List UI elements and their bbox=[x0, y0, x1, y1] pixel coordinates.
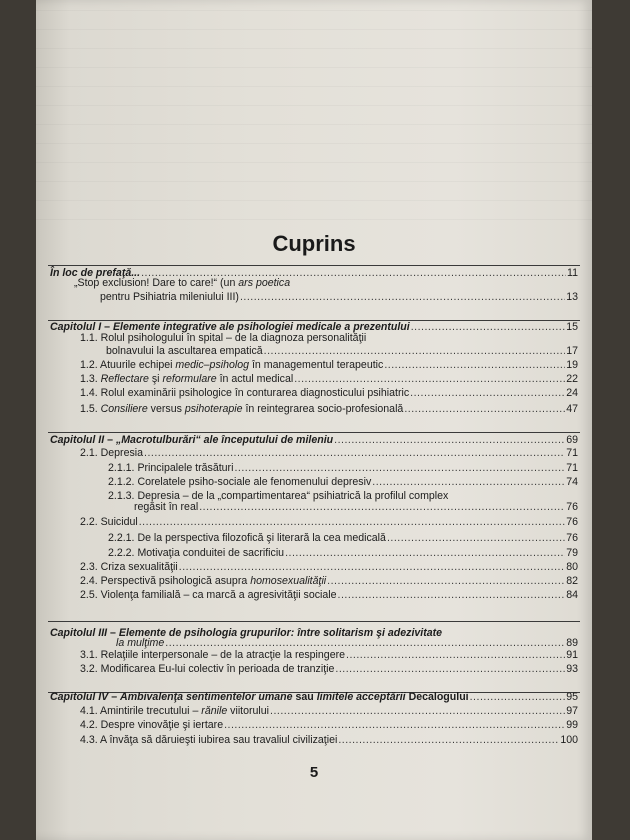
leader-dots bbox=[144, 446, 565, 460]
entry-title-fragment: „Stop exclusion! Dare to care!“ (un bbox=[74, 277, 239, 289]
toc-entry bbox=[36, 386, 592, 400]
entry-title bbox=[108, 461, 233, 475]
entry-title-fragment: 1.4. Rolul examinării psihologice în conturarea diagnosticului psihiatric bbox=[80, 387, 410, 399]
toc-entry bbox=[36, 588, 592, 602]
leader-dots bbox=[285, 546, 565, 560]
entry-title-fragment: versus bbox=[147, 403, 185, 415]
entry-page-number: 74 bbox=[566, 476, 578, 488]
entry-title bbox=[50, 433, 333, 447]
bleed-through-text bbox=[36, 0, 592, 220]
toc-entry bbox=[36, 331, 592, 345]
toc-entry bbox=[36, 276, 592, 290]
entry-page-number: 76 bbox=[566, 501, 578, 513]
entry-title-fragment: sau bbox=[292, 691, 317, 703]
entry-title-fragment: 3.1. Relaţiile interpersonale – de la atracţie la respingere bbox=[80, 649, 345, 661]
book-page bbox=[36, 0, 592, 840]
leader-dots bbox=[224, 718, 565, 732]
section-divider bbox=[48, 621, 580, 622]
entry-title-fragment: 2.2. Suicidul bbox=[80, 516, 138, 528]
leader-dots bbox=[338, 733, 559, 747]
entry-title-fragment: 2.4. Perspectivă psihologică asupra bbox=[80, 575, 251, 587]
entry-title-fragment: în reintegrarea socio-profesională bbox=[242, 403, 404, 415]
entry-page-number: 100 bbox=[560, 734, 578, 746]
entry-title-fragment: 4.2. Despre vinovăţie şi iertare bbox=[80, 719, 224, 731]
entry-title-fragment: 2.1. Depresia bbox=[80, 447, 144, 459]
leader-dots bbox=[264, 344, 566, 358]
entry-title-fragment: – bbox=[104, 434, 116, 446]
entry-title-fragment: 3.2. Modificarea Eu-lui colectiv în perioada de tranziţie bbox=[80, 663, 335, 675]
entry-page-number: 99 bbox=[566, 719, 578, 731]
entry-title-fragment: 2.2.1. De la perspectiva filozofică şi literară la cea medicală bbox=[108, 532, 386, 544]
entry-title bbox=[80, 331, 366, 345]
leader-dots bbox=[240, 290, 565, 304]
leader-dots bbox=[387, 531, 565, 545]
entry-title-fragment: 2.5. Violenţa familială – ca marcă a agresivităţii sociale bbox=[80, 589, 337, 601]
entry-title-fragment: 1.1. Rolul psihologului în spital – de la diagnoza personalităţii bbox=[80, 332, 367, 344]
entry-title-fragment: medic–psiholog bbox=[175, 359, 250, 371]
entry-title-fragment: – bbox=[107, 627, 119, 639]
toc-entry bbox=[36, 733, 592, 747]
entry-title-fragment: Ambivalenţa sentimentelor umane bbox=[120, 691, 293, 703]
entry-title-fragment: Consiliere bbox=[100, 403, 148, 415]
entry-title-fragment: 2.1.2. Corelatele psiho-sociale ale fenomenului depresiv bbox=[108, 476, 372, 488]
entry-title-fragment: În loc de prefaţă... bbox=[50, 267, 141, 279]
toc-entry bbox=[36, 662, 592, 676]
entry-title bbox=[80, 358, 383, 372]
toc-entry bbox=[36, 515, 592, 529]
entry-page-number: 79 bbox=[566, 547, 578, 559]
toc-entry bbox=[36, 531, 592, 545]
entry-page-number: 22 bbox=[566, 373, 578, 385]
entry-page-number: 97 bbox=[566, 705, 578, 717]
entry-title-fragment: Reflectare bbox=[100, 373, 149, 385]
entry-title bbox=[80, 446, 143, 460]
page-title: Cuprins bbox=[272, 231, 356, 256]
toc-entry bbox=[36, 560, 592, 574]
entry-page-number: 91 bbox=[566, 649, 578, 661]
entry-page-number: 76 bbox=[566, 532, 578, 544]
entry-page-number: 89 bbox=[566, 637, 578, 649]
entry-title bbox=[80, 402, 403, 416]
leader-dots bbox=[335, 662, 565, 676]
entry-title-fragment: în managementul terapeutic bbox=[249, 359, 384, 371]
entry-page-number: 19 bbox=[566, 359, 578, 371]
entry-page-number: 11 bbox=[567, 267, 578, 279]
entry-title bbox=[50, 690, 469, 704]
chapter-heading-entry bbox=[36, 433, 592, 447]
entry-title bbox=[108, 475, 371, 489]
entry-page-number: 95 bbox=[566, 691, 578, 703]
entry-title bbox=[100, 290, 239, 304]
entry-title-fragment: regăsit în real bbox=[134, 501, 199, 513]
entry-page-number: 82 bbox=[566, 575, 578, 587]
entry-title-fragment: „Macrotulburări“ ale începutului de mileniu bbox=[115, 434, 334, 446]
entry-title bbox=[80, 386, 409, 400]
leader-dots bbox=[270, 704, 565, 718]
entry-title bbox=[80, 560, 178, 574]
leader-dots bbox=[384, 358, 565, 372]
entry-title-fragment: la mulţime bbox=[116, 637, 165, 649]
toc-entry bbox=[36, 574, 592, 588]
leader-dots bbox=[294, 372, 565, 386]
toc-entry bbox=[36, 546, 592, 560]
entry-page-number: 84 bbox=[566, 589, 578, 601]
toc-entry bbox=[36, 718, 592, 732]
toc-entry bbox=[36, 500, 592, 514]
chapter-heading-entry bbox=[36, 690, 592, 704]
entry-title-fragment: reformulare bbox=[162, 373, 217, 385]
entry-title-fragment: 2.2.2. Motivaţia conduitei de sacrificiu bbox=[108, 547, 285, 559]
entry-title-fragment: Elemente integrative ale psihologiei medicale a prezentului bbox=[112, 321, 410, 333]
entry-title bbox=[80, 662, 334, 676]
entry-title-fragment: viitorului bbox=[227, 705, 270, 717]
entry-title-fragment: 2.3. Criza sexualităţii bbox=[80, 561, 178, 573]
entry-title-fragment: Elemente de psihologia grupurilor: între solitarism şi adezivitate bbox=[118, 627, 443, 639]
entry-title bbox=[80, 704, 269, 718]
entry-page-number: 17 bbox=[566, 345, 578, 357]
leader-dots bbox=[346, 648, 565, 662]
entry-page-number: 93 bbox=[566, 663, 578, 675]
entry-title-fragment: 4.3. A învăţa să dăruieşti iubirea sau travaliul civilizaţiei bbox=[80, 734, 338, 746]
toc-entry bbox=[36, 704, 592, 718]
leader-dots bbox=[199, 500, 565, 514]
entry-page-number: 13 bbox=[566, 291, 578, 303]
entry-page-number: 24 bbox=[566, 387, 578, 399]
entry-title-fragment: Capitolul III bbox=[50, 627, 108, 639]
entry-title bbox=[134, 500, 198, 514]
leader-dots bbox=[179, 560, 565, 574]
entry-title-fragment: psihoterapie bbox=[184, 403, 243, 415]
leader-dots bbox=[404, 402, 565, 416]
leader-dots bbox=[327, 574, 565, 588]
entry-title-fragment: limitele acceptării bbox=[316, 691, 406, 703]
entry-title-fragment: Capitolul II bbox=[50, 434, 105, 446]
entry-title bbox=[106, 344, 263, 358]
entry-title-fragment: şi bbox=[148, 373, 163, 385]
entry-title bbox=[108, 531, 386, 545]
toc-entry bbox=[36, 446, 592, 460]
toc-entry bbox=[36, 358, 592, 372]
leader-dots bbox=[470, 690, 566, 704]
entry-title-fragment: 1.2. Atuurile echipei bbox=[80, 359, 176, 371]
toc-entry bbox=[36, 372, 592, 386]
entry-title-fragment: 1.3. bbox=[80, 373, 101, 385]
entry-title bbox=[80, 648, 345, 662]
entry-title-fragment: 2.1.1. Principalele trăsături bbox=[108, 462, 234, 474]
entry-page-number: 15 bbox=[566, 321, 578, 333]
entry-title bbox=[108, 546, 284, 560]
entry-title-fragment: Capitolul IV bbox=[50, 691, 109, 703]
toc-entry bbox=[36, 402, 592, 416]
toc-entry bbox=[36, 344, 592, 358]
entry-page-number: 47 bbox=[566, 403, 578, 415]
entry-title-fragment: Decalogului bbox=[405, 691, 469, 703]
toc-entry bbox=[36, 290, 592, 304]
toc-entry bbox=[36, 475, 592, 489]
entry-title-fragment: – bbox=[101, 321, 113, 333]
entry-page-number: 71 bbox=[566, 462, 578, 474]
entry-title-fragment: bolnavului la ascultarea empatică bbox=[106, 345, 263, 357]
leader-dots bbox=[372, 475, 565, 489]
leader-dots bbox=[338, 588, 566, 602]
leader-dots bbox=[334, 433, 565, 447]
entry-title-fragment: ars poetica bbox=[238, 277, 291, 289]
entry-title-fragment: homosexualităţii bbox=[250, 575, 327, 587]
leader-dots bbox=[234, 461, 565, 475]
entry-title-fragment: Capitolul I bbox=[50, 321, 102, 333]
entry-title-fragment: 4.1. Amintirile trecutului – bbox=[80, 705, 202, 717]
page-number: 5 bbox=[309, 764, 319, 781]
entry-page-number: 80 bbox=[566, 561, 578, 573]
entry-title-fragment: – bbox=[108, 691, 121, 703]
leader-dots bbox=[410, 386, 565, 400]
entry-title bbox=[80, 733, 337, 747]
entry-page-number: 76 bbox=[566, 516, 578, 528]
entry-title bbox=[80, 588, 337, 602]
entry-title bbox=[80, 515, 138, 529]
entry-page-number: 69 bbox=[566, 434, 578, 446]
entry-title-fragment: 2.1.3. Depresia – de la „compartimentarea“ psihiatrică la profilul complex bbox=[108, 490, 449, 502]
entry-page-number: 71 bbox=[566, 447, 578, 459]
entry-title bbox=[80, 718, 223, 732]
entry-title bbox=[74, 276, 290, 290]
toc-entry bbox=[36, 461, 592, 475]
entry-title-fragment: în actul medical bbox=[216, 373, 294, 385]
leader-dots bbox=[139, 515, 565, 529]
entry-title-fragment: rănile bbox=[201, 705, 228, 717]
entry-title-fragment: pentru Psihiatria mileniului III) bbox=[100, 291, 239, 303]
entry-title bbox=[80, 372, 293, 386]
entry-title bbox=[80, 574, 326, 588]
entry-title-fragment: 1.5. bbox=[80, 403, 101, 415]
toc-entry bbox=[36, 648, 592, 662]
